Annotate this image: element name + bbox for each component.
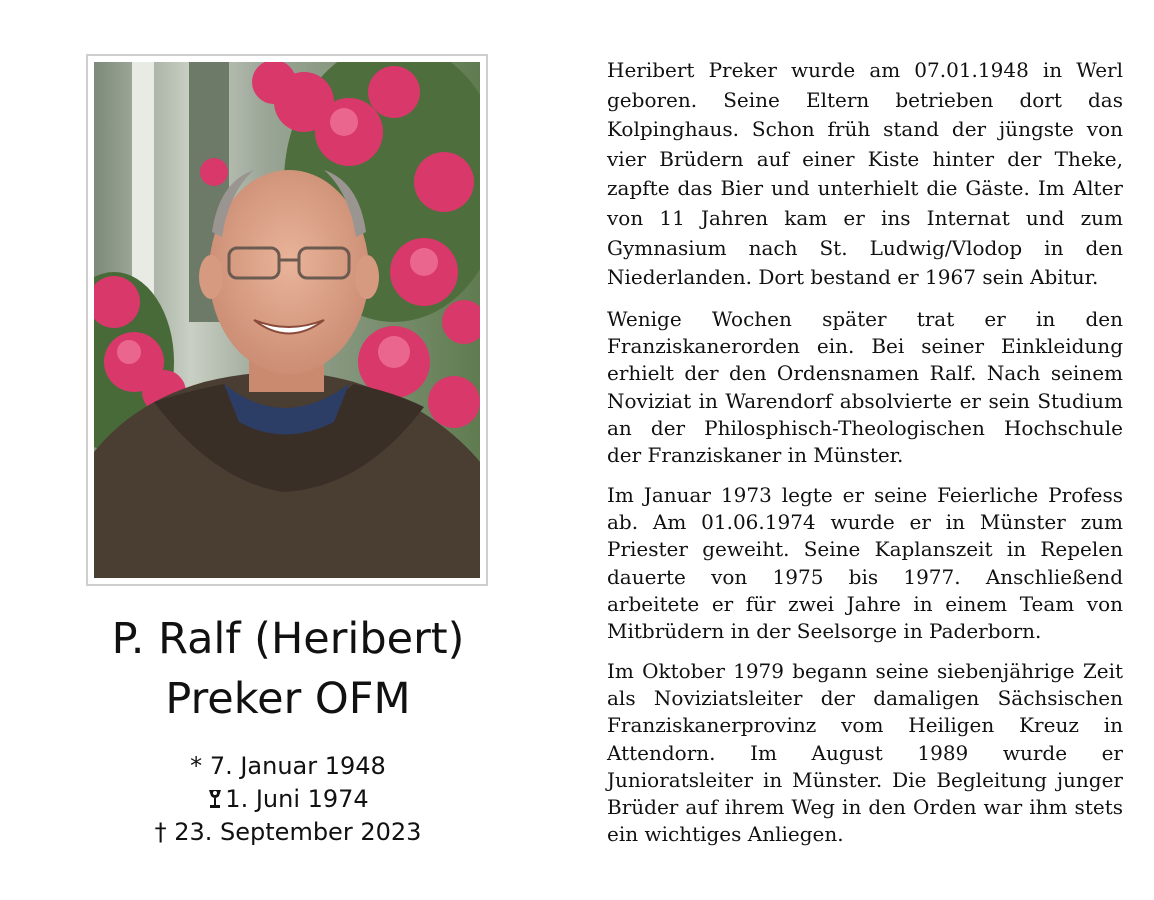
portrait-photo [94,62,480,578]
birth-symbol: * [190,752,203,780]
name-line-1: P. Ralf (Heribert) [111,614,465,664]
biography-paragraph-2: Wenige Wochen später trat er in den Franziskanerorden ein. Bei seiner Einkleidung erhielt der den Ordensnamen Ralf. Nach seinem Noviziat in Warendorf absolvierte er sein Studium an der Philosphisch-Theologischen Hochschule der Franziskaner in Münster. [607,307,1123,468]
name-line-2: Preker OFM [165,674,411,724]
biography-paragraph-4: Im Oktober 1979 begann seine siebenjährige Zeit als Noviziatsleiter der damaligen Sächsischen Franziskanerprovinz vom Heiligen Kreuz in Attendorn. Im August 1989 wurde er Junioratsleiter in Münster. Die Begleitung junger Brüder auf ihrem Weg in den Orden war ihm stets ein wichtiges Anliegen. [607,659,1123,847]
death-date: 23. September 2023 [174,818,422,846]
death-symbol: † [154,818,167,846]
chalice-icon [207,785,223,805]
portrait-frame [86,54,488,586]
biography-paragraph-1: Heribert Preker wurde am 07.01.1948 in Werl geboren. Seine Eltern betrieben dort das Kolpinghaus. Schon früh stand der jüngste von vier Brüdern auf einer Kiste hinter der Theke, zapfte das Bier und unterhielt die Gäste. Im Alter von 11 Jahren kam er ins Internat und zum Gymnasium nach St. Ludwig/Vlodop in den Niederlanden. Dort bestand er 1967 sein Abitur. [607,58,1123,290]
birth-date: 7. Januar 1948 [209,752,386,780]
biography-paragraph-3: Im Januar 1973 legte er seine Feierliche Profess ab. Am 01.06.1974 wurde er in Münster zum Priester geweiht. Seine Kaplanszeit in Repelen dauerte von 1975 bis 1977. Anschließend arbeitete er für zwei Jahre in einem Team von Mitbrüdern in der Seelsorge in Paderborn. [607,483,1123,644]
ordination-date: 1. Juni 1974 [225,785,369,813]
death-date-line [60,816,516,848]
ordination-date-line [60,783,516,815]
birth-date-line [60,750,516,782]
